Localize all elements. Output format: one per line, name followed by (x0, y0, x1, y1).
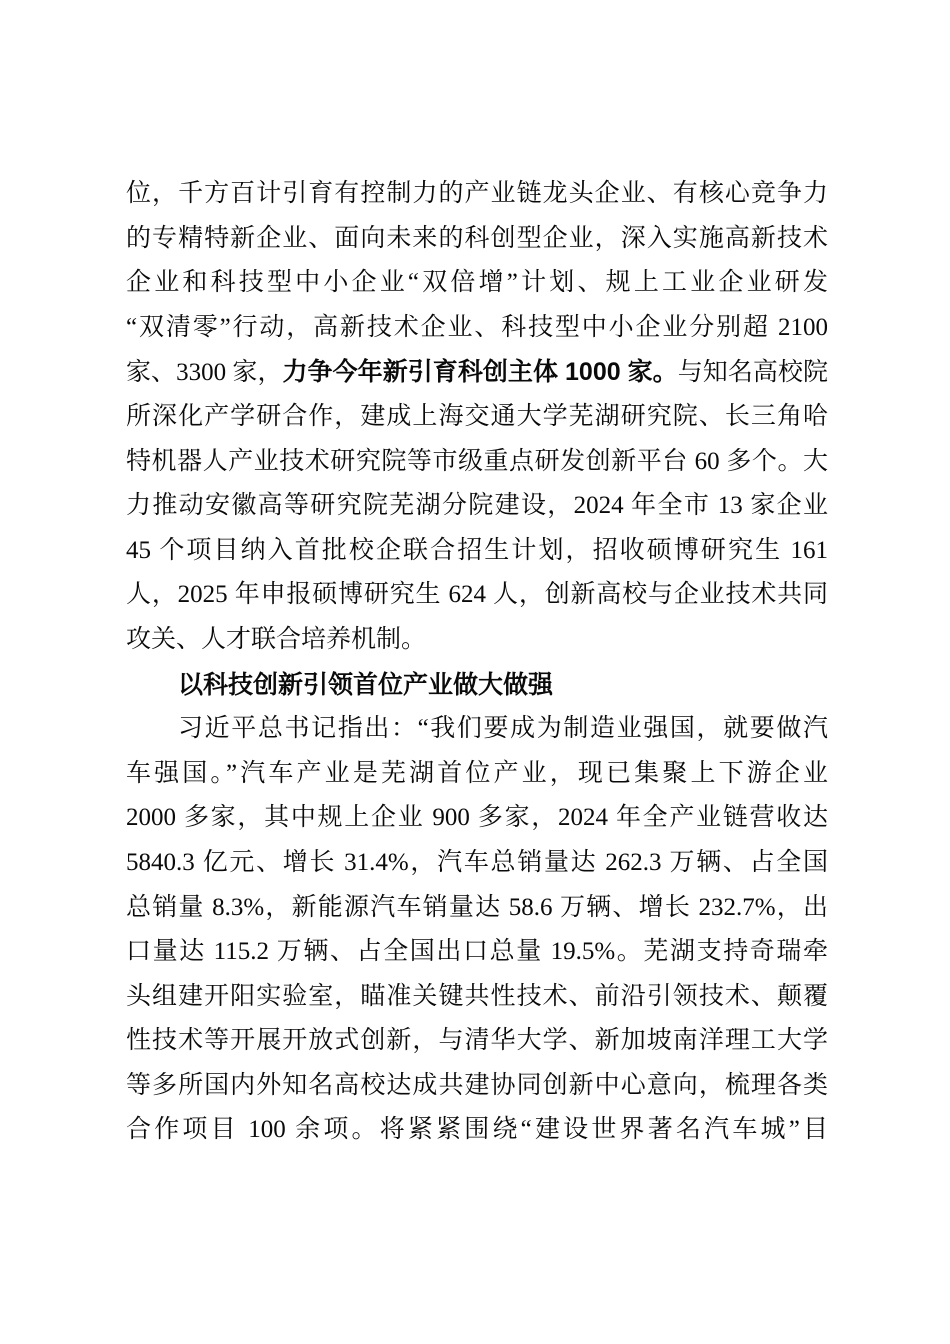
body-text: 合作项目 100 余项。将紧紧围绕“建设世界著名汽车城”目 (126, 1116, 828, 1144)
body-text: 攻关、人才联合培养机制。 (126, 625, 427, 653)
body-text: 等多所国内外知名高校达成共建协同创新中心意向，梳理各类 (126, 1071, 828, 1099)
body-text: 人，2025 年申报硕博研究生 624 人，创新高校与企业技术共同 (126, 581, 828, 609)
emphasis-text: 力争今年新引育科创主体 1000 家。 (282, 358, 678, 387)
body-text: 家、3300 家， (126, 359, 283, 387)
text-line (126, 886, 828, 931)
body-text: 的专精特新企业、面向未来的科创型企业，深入实施高新技术 (126, 224, 828, 252)
text-line (126, 172, 828, 217)
text-line (126, 1019, 828, 1064)
body-text: 企业和科技型中小企业“双倍增”计划、规上工业企业研发 (126, 269, 828, 297)
text-line (126, 930, 828, 975)
text-line (126, 841, 828, 886)
text-line (126, 618, 828, 663)
text-line (126, 350, 828, 395)
body-text: “双清零”行动，高新技术企业、科技型中小企业分别超 2100 (126, 313, 828, 341)
body-text: 特机器人产业技术研究院等市级重点研发创新平台 60 多个。大 (126, 447, 828, 475)
text-line (126, 707, 828, 752)
body-text: 2000 多家，其中规上企业 900 多家，2024 年全产业链营收达 (126, 804, 828, 832)
text-line (126, 484, 828, 529)
body-text: 所深化产学研合作，建成上海交通大学芜湖研究院、长三角哈 (126, 402, 828, 430)
body-text: 头组建开阳实验室，瞄准关键共性技术、前沿引领技术、颠覆 (126, 982, 828, 1010)
text-line (126, 573, 828, 618)
body-text: 习近平总书记指出：“我们要成为制造业强国，就要做汽 (178, 715, 828, 743)
body-text: 45 个项目纳入首批校企联合招生计划，招收硕博研究生 161 (126, 536, 828, 564)
body-text: 总销量 8.3%，新能源汽车销量达 58.6 万辆、增长 232.7%，出 (126, 893, 828, 921)
text-line (126, 440, 828, 485)
text-line (126, 752, 828, 797)
body-text: 与知名高校院 (677, 359, 828, 387)
body-text: 车强国。”汽车产业是芜湖首位产业，现已集聚上下游企业 (126, 759, 828, 787)
text-line (126, 975, 828, 1020)
body-text: 力推动安徽高等研究院芜湖分院建设，2024 年全市 13 家企业 (126, 492, 828, 520)
document-body (126, 172, 828, 1153)
text-line (126, 217, 828, 262)
text-line (126, 306, 828, 351)
text-line (126, 261, 828, 306)
section-heading-line (126, 663, 828, 708)
body-text: 性技术等开展开放式创新，与清华大学、新加坡南洋理工大学 (126, 1027, 828, 1055)
body-text: 口量达 115.2 万辆、占全国出口总量 19.5%。芜湖支持奇瑞牵 (126, 938, 828, 966)
body-text: 5840.3 亿元、增长 31.4%，汽车总销量达 262.3 万辆、占全国 (126, 848, 828, 876)
body-text: 位，千方百计引育有控制力的产业链龙头企业、有核心竞争力 (126, 180, 828, 207)
text-line (126, 1064, 828, 1109)
text-line (126, 395, 828, 440)
text-line (126, 1108, 828, 1153)
text-line (126, 529, 828, 574)
section-heading-text: 以科技创新引领首位产业做大做强 (178, 670, 554, 699)
text-line (126, 796, 828, 841)
